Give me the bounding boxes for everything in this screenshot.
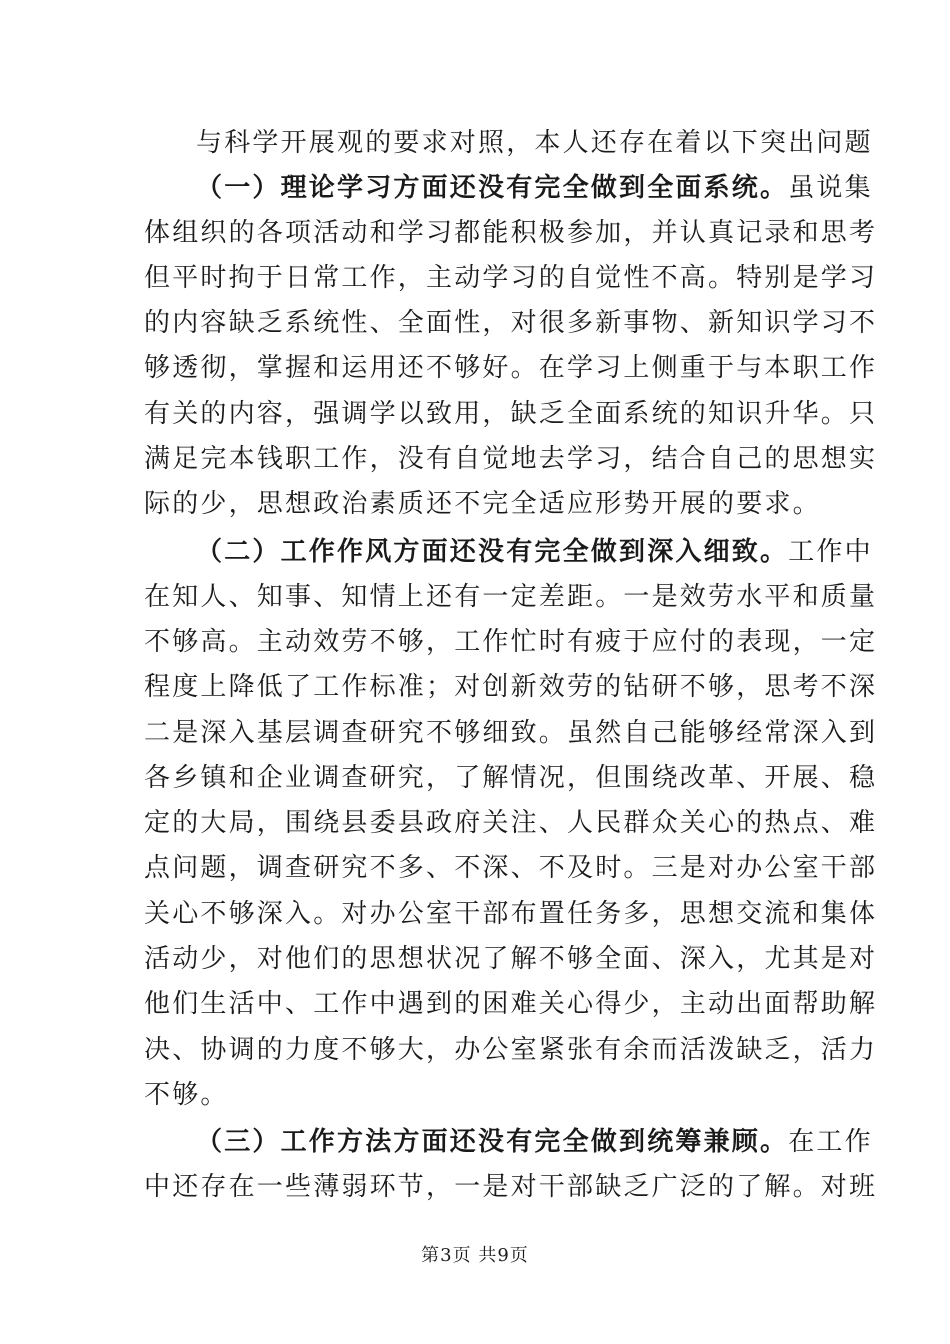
section2-line: 他们生活中、工作中遇到的困难关心得少，主动出面帮助解 [144,989,878,1019]
intro-paragraph: 与科学开展观的要求对照，本人还存在着以下突出问题 [196,128,873,158]
section2-first-line [196,537,873,567]
section1-line: 体组织的各项活动和学习都能积极参加，并认真记录和思考 [144,218,878,248]
section3-first-line [196,1127,873,1157]
section2-line: 各乡镇和企业调查研究，了解情况，但围绕改革、开展、稳 [144,763,878,793]
section2-line: 点问题，调查研究不多、不深、不及时。三是对办公室干部 [144,853,878,883]
section2-line: 决、协调的力度不够大，办公室紧张有余而活泼缺乏，活力 [144,1035,878,1065]
section1-line: 满足完本钱职工作，没有自觉地去学习，结合自己的思想实 [144,444,878,474]
section1-line: 的内容缺乏系统性、全面性，对很多新事物、新知识学习不 [144,308,878,338]
section1-line: 但平时拘于日常工作，主动学习的自觉性不高。特别是学习 [144,263,878,293]
section2-line: 不够高。主动效劳不够，工作忙时有疲于应付的表现，一定 [144,627,878,657]
section1-heading: （一）理论学习方面还没有完全做到全面系统。 [196,173,789,203]
section2-line: 二是深入基层调查研究不够细致。虽然自己能够经常深入到 [144,718,878,748]
section1-line1-text: 虽说集 [788,173,873,203]
section1-first-line [196,173,873,203]
section2-line: 活动少，对他们的思想状况了解不够全面、深入，尤其是对 [144,944,878,974]
section2-line: 关心不够深入。对办公室干部布置任务多，思想交流和集体 [144,899,878,929]
section2-line: 定的大局，围绕县委县政府关注、人民群众关心的热点、难 [144,808,878,838]
section2-line: 程度上降低了工作标准；对创新效劳的钻研不够，思考不深 [144,672,878,702]
section1-line: 际的少，思想政治素质还不完全适应形势开展的要求。 [144,489,821,519]
section2-heading: （二）工作作风方面还没有完全做到深入细致。 [196,537,789,567]
section3-line1-text: 在工作 [788,1127,873,1157]
section1-line: 有关的内容，强调学以致用，缺乏全面系统的知识升华。只 [144,399,878,429]
section2-line: 不够。 [144,1080,229,1110]
section3-heading: （三）工作方法方面还没有完全做到统筹兼顾。 [196,1127,789,1157]
section1-line: 够透彻，掌握和运用还不够好。在学习上侧重于与本职工作 [144,353,878,383]
section3-line: 中还存在一些薄弱环节，一是对干部缺乏广泛的了解。对班 [144,1172,878,1202]
section2-line1-text: 工作中 [788,537,873,567]
page-number-footer: 第3页 共9页 [421,1245,529,1266]
section2-line: 在知人、知事、知情上还有一定差距。一是效劳水平和质量 [144,582,878,612]
